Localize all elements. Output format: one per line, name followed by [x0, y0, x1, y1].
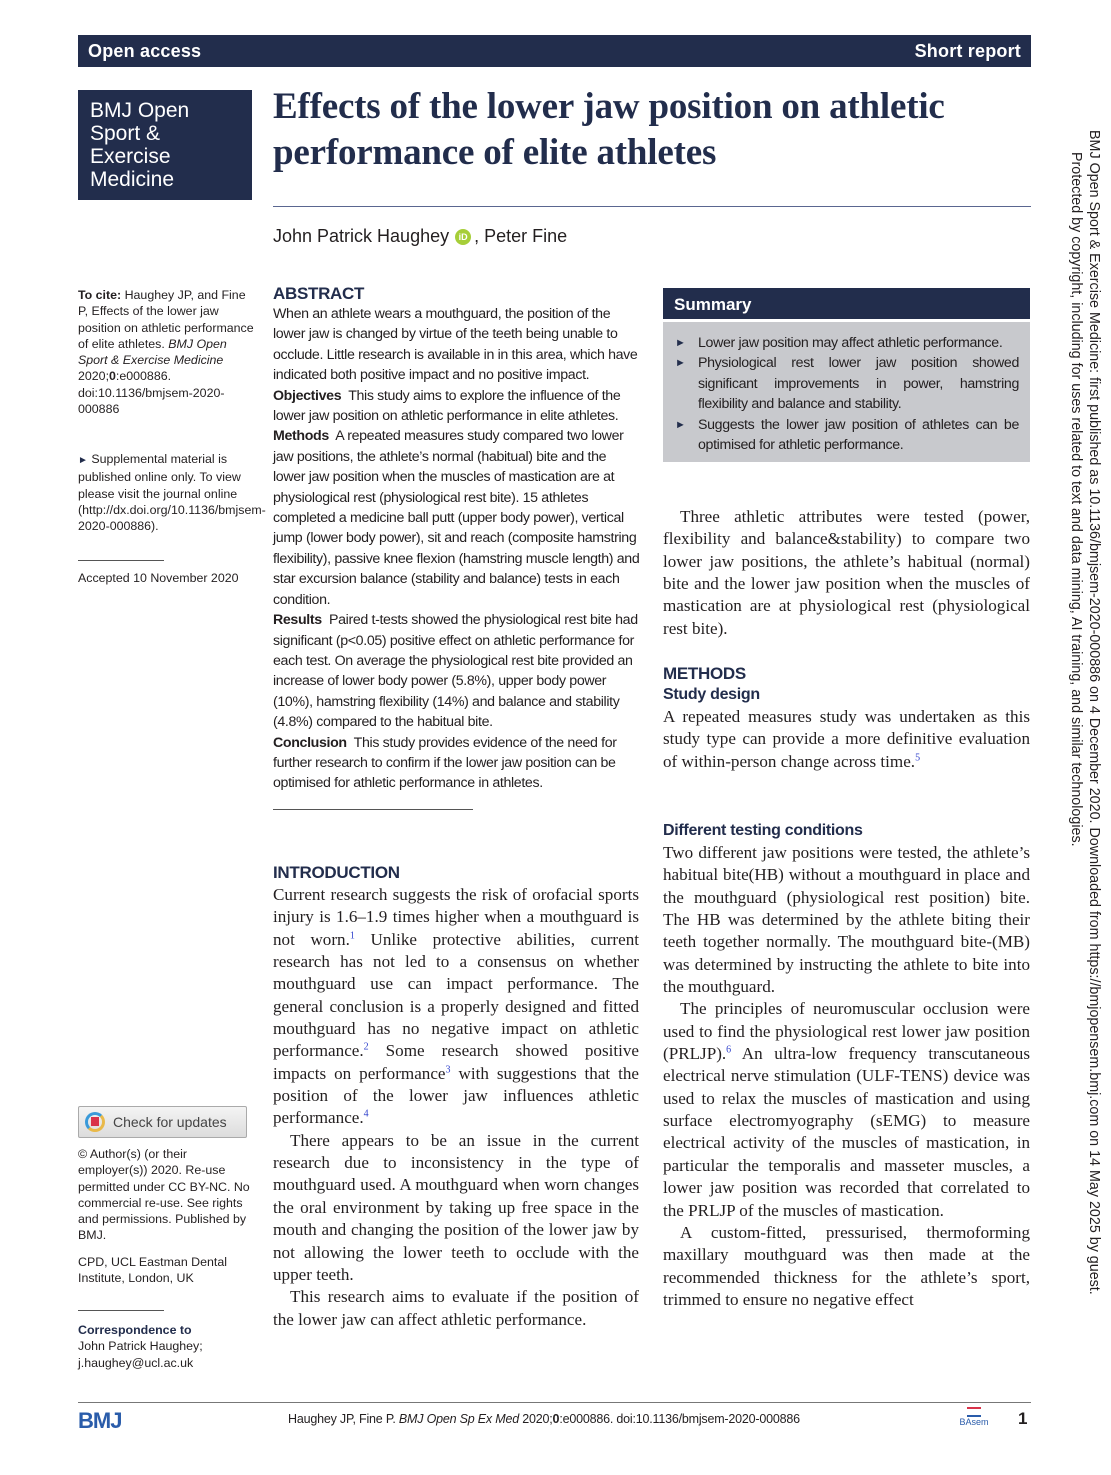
- watermark-line: BMJ Open Sport & Exercise Medicine: first published as 10.1136/bmjsem-2020-000886 on 4 December 2020. Downloaded from https://bmjopensem.bmj.com on 14 May 2025 by guest.: [1086, 130, 1102, 1295]
- reference-link[interactable]: 1: [349, 930, 355, 941]
- orcid-icon[interactable]: iD: [455, 229, 471, 245]
- triangle-bullet-icon: ►: [675, 418, 686, 431]
- journal-name-line: Medicine: [90, 168, 175, 191]
- introduction-heading: INTRODUCTION: [273, 863, 400, 882]
- article-title: Effects of the lower jaw position on athletic performance of elite athletes: [273, 86, 945, 173]
- sidebar-divider: [78, 1310, 164, 1311]
- reference-link[interactable]: 6: [726, 1044, 732, 1056]
- page-number: 1: [1018, 1409, 1028, 1428]
- cite-doi: :e000886. doi:10.1136/bmjsem-2020-000886: [78, 369, 225, 417]
- reference-link[interactable]: 4: [363, 1108, 369, 1120]
- crossmark-icon: [85, 1112, 105, 1132]
- conclusion-text: This study provides evidence of the need for further research to confirm if the lower jaw position can be optimised for athletic performance in athletes.: [273, 734, 621, 792]
- introduction-paragraph: There appears to be an issue in the current research due to inconsistency in the type of mouthguard used. A mouthguard when worn changes the oral environment by taking up free space in the mouth and changing the position of the lower jaw by not allowing the lower teeth to occlude with the upper teeth.: [273, 1130, 639, 1284]
- affiliation: CPD, UCL Eastman Dental Institute, London, UK: [78, 1255, 227, 1286]
- reference-link[interactable]: 3: [445, 1064, 451, 1076]
- body-paragraph: [663, 706, 1030, 773]
- reference-link[interactable]: 2: [363, 1041, 369, 1053]
- footer-divider: [78, 1402, 1031, 1403]
- author-list: [273, 226, 567, 247]
- summary-item: [675, 415, 1019, 456]
- summary-item-text: Lower jaw position may affect athletic performance.: [698, 335, 1003, 351]
- triangle-bullet-icon: ►: [78, 455, 88, 466]
- copyright-notice: © Author(s) (or their employer(s)) 2020. Re-use permitted under CC BY-NC. No commercial re-use. See rights and permissions. Published by BMJ.: [78, 1147, 250, 1243]
- cite-journal: BMJ Open Sport & Exercise Medicine: [78, 336, 227, 368]
- supplemental-text[interactable]: Supplemental material is published online only. To view please visit the journal online (http://dx.doi.org/10.1136/bmjsem-2020-000886).: [78, 452, 266, 534]
- basem-figure-icon: [967, 1407, 981, 1417]
- check-for-updates-button[interactable]: [78, 1106, 247, 1138]
- abstract-background: When an athlete wears a mouthguard, the position of the lower jaw is changed by virtue of the teeth being unable to occlude. Little research is available in in this area, which have indicated both positive impact and no positive impact.: [273, 306, 638, 384]
- accepted-date: Accepted 10 November 2020: [78, 571, 239, 585]
- summary-item-text: Suggests the lower jaw position of athletes can be optimised for athletic performance.: [698, 416, 1019, 454]
- introduction-section: [273, 863, 639, 1331]
- correspondence-label: Correspondence to: [78, 1323, 192, 1337]
- study-design-heading: Study design: [663, 686, 760, 703]
- body-text: An ultra-low frequency transcutaneous electrical nerve stimulation (ULF-TENS) device was used to relax the muscles of mastication and using surface electromyography (sEMG) to measure electrical activity of the muscles of mastication, in particular the temporalis and masseter muscles, a lower jaw position was recorded that correlated to the PRLJP of the muscles of mastication.: [663, 1044, 1030, 1220]
- open-access-label: Open access: [88, 40, 202, 61]
- sidebar-divider: [78, 560, 164, 561]
- abstract-objectives: [273, 386, 640, 427]
- cite-volume: 0: [109, 369, 116, 384]
- methods-section: [663, 663, 1030, 773]
- supplemental-note: [78, 451, 266, 534]
- basem-logo: [957, 1407, 991, 1435]
- abstract-results: [273, 610, 640, 732]
- watermark-line: Protected by copyright, including for uses related to text and data mining, AI training, and similar technologies.: [1068, 152, 1084, 847]
- results-label: Results: [273, 612, 322, 629]
- author-name[interactable]: , Peter Fine: [474, 226, 568, 246]
- check-for-updates-label: Check for updates: [113, 1114, 227, 1130]
- footer-volume: 0: [552, 1412, 560, 1426]
- journal-name-line: Exercise: [90, 145, 171, 168]
- footer-doi: :e000886. doi:10.1136/bmjsem-2020-000886: [559, 1412, 800, 1426]
- journal-name-line: BMJ Open: [90, 99, 190, 122]
- title-divider: [273, 206, 1031, 207]
- methods-label: Methods: [273, 428, 329, 445]
- intro-text: with suggestions that the position of the lower jaw influences athletic performance.: [273, 1063, 640, 1128]
- footer-authors: Haughey JP, Fine P.: [288, 1412, 399, 1426]
- abstract: [273, 284, 643, 794]
- article-type-bar: [78, 35, 1031, 67]
- intro-text: Current research suggests the risk of orofacial sports injury is 1.6–1.9 times higher when a mouthguard is not worn.: [273, 885, 639, 949]
- conclusion-label: Conclusion: [273, 734, 347, 751]
- citation-block: [78, 287, 258, 417]
- methods-text: A repeated measures study compared two lower jaw positions, the athlete’s normal (habitual) bite and the lower jaw position when the muscles of mastication are at physiological rest (physiological rest bite). 15 athletes completed a medicine ball putt (upper body power), vertical jump (lower body power), sit and reach (composite hamstring flexibility), passive knee flexion (hamstring muscle length) and star excursion balance (stability and balance) tests in each condition.: [273, 428, 643, 608]
- footer-citation: [288, 1412, 800, 1426]
- triangle-bullet-icon: ►: [675, 337, 686, 349]
- cite-label: To cite:: [78, 288, 122, 302]
- journal-name-line: Sport &: [90, 122, 161, 145]
- summary-item: [675, 353, 1019, 414]
- summary-item-text: Physiological rest lower jaw position showed significant improvements in power, hamstring flexibility and balance and stability.: [698, 355, 1019, 413]
- intro-text: Unlike protective abilities, current research has not led to a consensus on whether mouthguard use can impact performance. The general conclusion is a properly designed and fitted mouthguard has no negative impact on athletic performance.: [273, 929, 639, 1061]
- correspondence-email[interactable]: j.haughey@ucl.ac.uk: [78, 1355, 194, 1370]
- basem-logo-text: BAsem: [959, 1417, 989, 1427]
- download-watermark: [1067, 130, 1103, 1330]
- journal-logo-box: [78, 90, 252, 200]
- bmj-logo: BMJ: [78, 1408, 122, 1433]
- abstract-methods: [273, 426, 643, 610]
- body-text: The principles of neuromuscular occlusion were used to find the physiological rest lower jaw position (PRLJP).: [663, 999, 1030, 1064]
- body-paragraph: Two different jaw positions were tested, the athlete’s habitual bite(HB) without a mouthguard in place and the mouthguard (physiological rest position) bite. The HB was determined by the athlete biting their teeth together normally. The mouthguard bite-(MB) was determined by instructing the athlete to bite into the mouthguard.: [663, 843, 1030, 997]
- abstract-conclusion: [273, 733, 640, 794]
- correspondence-name: John Patrick Haughey;: [78, 1339, 203, 1354]
- footer-year: 2020;: [518, 1412, 553, 1426]
- body-paragraph: [663, 998, 1030, 1221]
- body-paragraph: A custom-fitted, pressurised, thermoforming maxillary mouthguard was then made at the recommended thickness for the athlete’s sport, trimmed to ensure no negative effect: [663, 1222, 1030, 1309]
- reference-link[interactable]: 5: [915, 752, 921, 763]
- correspondence-block: [78, 1322, 258, 1371]
- summary-list: [663, 322, 1030, 455]
- footer-journal: BMJ Open Sp Ex Med: [398, 1412, 519, 1426]
- body-paragraph: Three athletic attributes were tested (power, flexibility and balance&stability) to compare two lower jaw positions, the athlete’s habitual (normal) bite and the lower jaw position when the muscles of mastication are at physiological rest (physiological rest bite).: [663, 507, 1030, 638]
- introduction-paragraph: This research aims to evaluate if the position of the lower jaw can affect athletic performance.: [273, 1287, 639, 1329]
- objectives-text: This study aims to explore the influence of the lower jaw position on athletic performance in elite athletes.: [273, 387, 624, 425]
- abstract-heading: ABSTRACT: [273, 284, 365, 303]
- methods-heading: METHODS: [663, 664, 746, 683]
- cite-year: 2020;: [78, 369, 110, 384]
- author-name[interactable]: John Patrick Haughey: [273, 226, 450, 246]
- summary-item: [675, 333, 1019, 353]
- summary-box: [663, 288, 1030, 462]
- summary-heading: Summary: [663, 288, 1030, 322]
- introduction-paragraph: [273, 884, 639, 1130]
- short-report-label: Short report: [914, 40, 1021, 61]
- results-text: Paired t-tests showed the physiological rest bite had significant (p<0.05) positive effect on athletic performance for each test. On average the physiological rest bite provided an increase of lower body power (5.8%), upper body power (10%), hamstring flexibility (14%) and balance and stability (4.8%) compared to the habitual bite.: [273, 612, 642, 731]
- testing-conditions-heading: Different testing conditions: [663, 822, 863, 839]
- right-column-intro: [663, 506, 1030, 640]
- abstract-divider: [273, 809, 473, 810]
- cite-text: Haughey JP, and Fine P, Effects of the lower jaw position on athletic performance of elite athletes.: [78, 288, 254, 351]
- testing-conditions-section: [663, 820, 1030, 1311]
- triangle-bullet-icon: ►: [675, 357, 686, 370]
- objectives-label: Objectives: [273, 387, 342, 404]
- study-design-text: A repeated measures study was undertaken as this study type can provide a more definitive evaluation of within-person change across time.: [663, 707, 1030, 771]
- intro-text: Some research showed positive impacts on performance: [273, 1041, 639, 1083]
